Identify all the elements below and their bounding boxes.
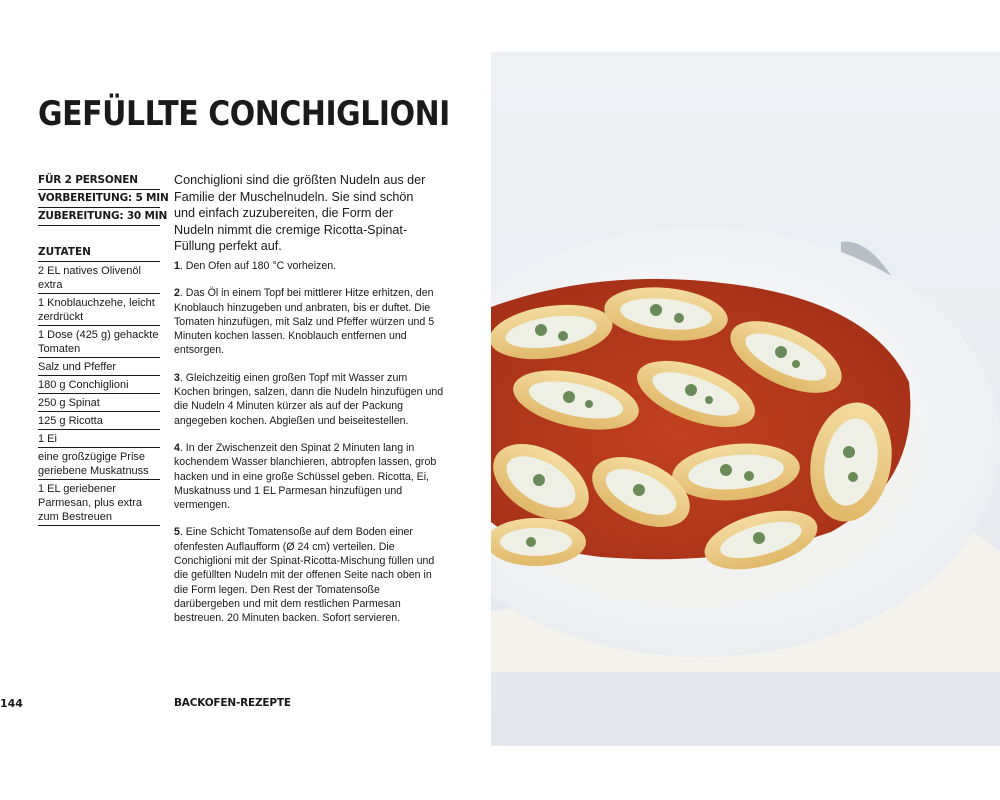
- ingredient-item: 1 EL geriebener Parmesan, plus extra zum Bestreuen: [38, 480, 160, 526]
- step-3: [174, 371, 446, 428]
- step-text: . Den Ofen auf 180 °C vorheizen.: [179, 260, 337, 272]
- ingredient-item: 1 Dose (425 g) gehackte Tomaten: [38, 326, 160, 358]
- ingredient-item: 180 g Conchiglioni: [38, 376, 160, 394]
- ingredient-item: Salz und Pfeffer: [38, 358, 160, 376]
- ingredient-item: 2 EL natives Olivenöl extra: [38, 262, 160, 294]
- step-number: 5: [174, 526, 180, 539]
- recipe-intro: Conchiglioni sind die größten Nudeln aus der Familie der Muschelnudeln. Sie sind schön und einfach zuzubereiten, die Form der Nudeln nimmt die cremige Ricotta-Spinat-Füllung perfekt auf.: [174, 173, 426, 253]
- ingredient-item: eine großzügige Prise geriebene Muskatnuss: [38, 448, 160, 480]
- dish-photo: [491, 52, 1000, 746]
- step-2: [174, 286, 446, 357]
- step-number: 2: [174, 287, 180, 300]
- step-number: 3: [174, 371, 180, 384]
- ingredient-item: 1 Knoblauchzehe, leicht zerdrückt: [38, 294, 160, 326]
- step-4: [174, 441, 446, 512]
- ingredients-heading: ZUTATEN: [38, 245, 160, 262]
- ingredient-item: 1 Ei: [38, 430, 160, 448]
- step-text: . Das Öl in einem Topf bei mittlerer Hitze erhitzen, den Knoblauch hinzugeben und anbraten, bis er duftet. Die Tomaten hinzufügen, mit Salz und Pfeffer würzen und 5 Minuten kochen lassen. Knoblauch entfernen und entsorgen.: [174, 287, 435, 357]
- recipe-meta-column: [38, 172, 169, 526]
- ingredient-item: 125 g Ricotta: [38, 412, 160, 430]
- section-title: BACKOFEN-REZEPTE: [174, 697, 291, 709]
- step-text: . Gleichzeitig einen großen Topf mit Wasser zum Kochen bringen, salzen, dann die Nudeln hinzufügen und die Nudeln 4 Minuten kürzer als auf der Packung angegeben kochen. Abgießen und beiseitestellen.: [174, 371, 444, 427]
- step-text: . Eine Schicht Tomatensoße auf dem Boden einer ofenfesten Auflaufform (Ø 24 cm) verteilen. Die Conchiglioni mit der Spinat-Ricotta-Mischung füllen und die gefüllten Nudeln mit der offenen Seite nach oben in die Form legen. Den Rest der Tomatensoße darübergeben und mit dem restlichen Parmesan bestreuen. 20 Minuten backen. Sofort servieren.: [174, 526, 435, 625]
- ingredient-item: 250 g Spinat: [38, 394, 160, 412]
- prep-time: VORBEREITUNG: 5 MIN: [38, 190, 160, 208]
- cook-time: ZUBEREITUNG: 30 MIN: [38, 208, 160, 226]
- servings: FÜR 2 PERSONEN: [38, 172, 160, 190]
- recipe-steps: [174, 259, 446, 639]
- step-1: [174, 259, 446, 273]
- step-text: . In der Zwischenzeit den Spinat 2 Minuten lang in kochendem Wasser blanchieren, abtropfen lassen, grob hacken und in eine große Schüssel geben. Ricotta, Ei, Muskatnuss und 1 EL Parmesan hinzufügen und vermengen.: [174, 441, 437, 512]
- recipe-title: GEFÜLLTE CONCHIGLIONI: [38, 94, 450, 134]
- page-number: 144: [0, 697, 23, 710]
- step-number: 1: [174, 260, 180, 272]
- step-number: 4: [174, 441, 180, 454]
- step-5: [174, 525, 446, 625]
